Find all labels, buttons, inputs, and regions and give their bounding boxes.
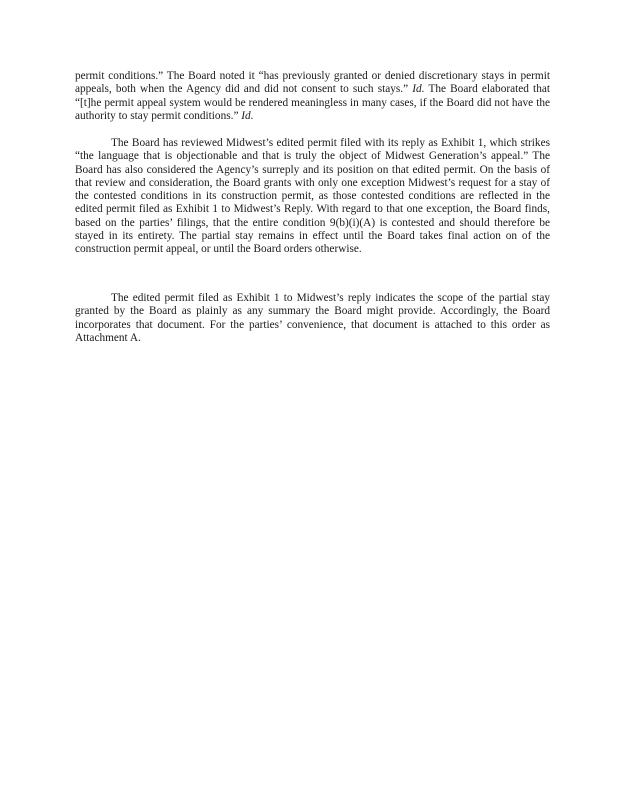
paragraph-2: [75, 137, 550, 257]
paragraph-3-text: The edited permit filed as Exhibit 1 to Midwest’s reply indicates the scope of the partial stay granted by the Board as plainly as any summary the Board might provide. Accordingly, the Board incorporates that document. For the parties’ convenience, that document is attached to this order as Attachment A.: [75, 292, 550, 344]
citation-id-b: Id.: [241, 109, 254, 122]
paragraph-1-text-a: permit conditions.” The Board noted it “has previously granted or denied discretionary stays in permit appeals, both when the Agency did and did not consent to such stays.”: [75, 70, 550, 96]
paragraph-2-text: The Board has reviewed Midwest’s edited permit filed with its reply as Exhibit 1, which strikes “the language that is objectionable and that is truly the object of Midwest Generation’s appeal.” The Board has also considered the Agency’s surreply and its position on that edited permit. On the basis of that review and consideration, the Board grants with only one exception Midwest’s request for a stay of the contested conditions in its construction permit, as those contested conditions are reflected in the edited permit filed as Exhibit 1 to Midwest’s Reply. With regard to that one exception, the Board finds, based on the parties’ filings, that the entire condition 9(b)(i)(A) is contested and should therefore be stayed in its entirety. The partial stay remains in effect until the Board takes final action on of the construction permit appeal, or until the Board orders otherwise.: [75, 137, 550, 256]
paragraph-3: [75, 292, 550, 345]
paragraph-1-text-b: The Board elaborated that “[t]he permit appeal system would be rendered meaningless in many cases, if the Board did not have the authority to stay permit conditions.”: [75, 83, 550, 122]
citation-id-a: Id.: [412, 83, 425, 96]
paragraph-1: [75, 70, 550, 123]
